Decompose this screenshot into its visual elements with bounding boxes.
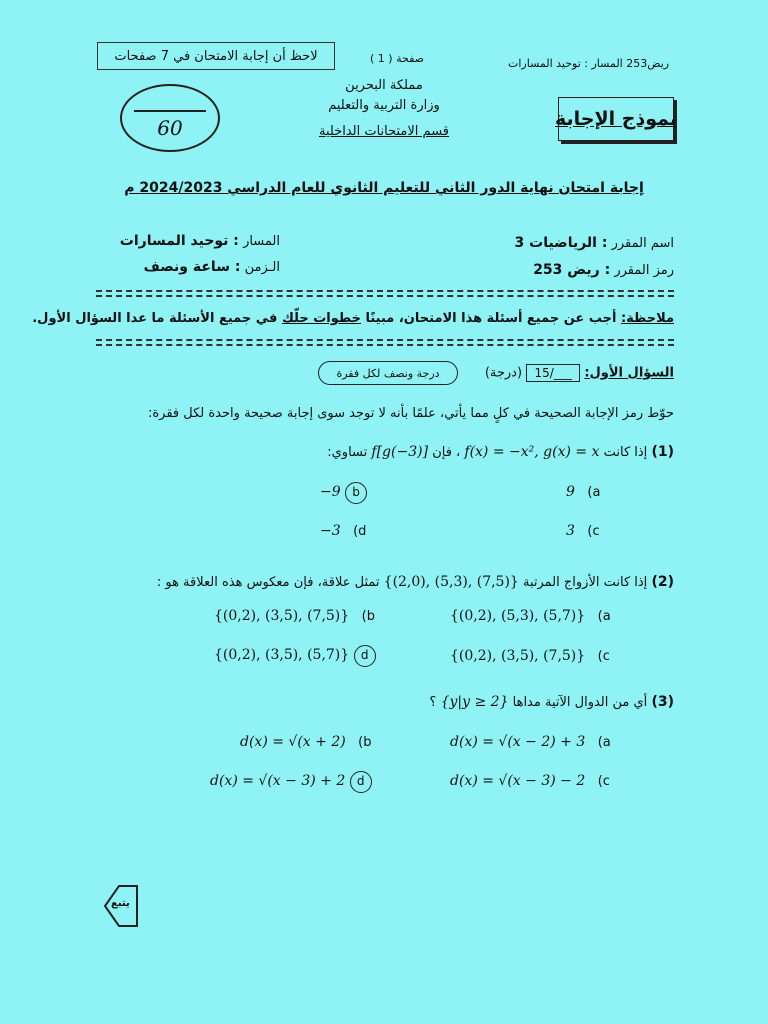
pages-notice-text: لاحظ أن إجابة الامتحان في 7 صفحات	[114, 48, 318, 64]
item-2-stem	[140, 574, 674, 590]
model-answer-label: نموذج الإجابة	[555, 108, 677, 130]
item-1-suffix: تساوي:	[327, 445, 368, 460]
divider-mid	[96, 339, 674, 341]
pages-notice-box	[97, 42, 335, 70]
exam-title: إجابة امتحان نهاية الدور الثاني للتعليم الثانوي للعام الدراسي 2024/2023 م	[124, 180, 644, 196]
item-2-option-c-label: (c	[597, 649, 610, 664]
item-1-option-d-value: −3	[320, 523, 341, 539]
item-3-option-a[interactable]	[450, 734, 611, 750]
item-1-option-a[interactable]	[566, 484, 600, 500]
score-total: 60	[157, 116, 183, 140]
item-2-option-a-label: (a	[597, 609, 611, 624]
item-3-stem	[380, 694, 674, 710]
item-1-option-c-label: (c	[587, 524, 600, 539]
time-label: الـزمن	[244, 260, 280, 275]
item-2-option-b[interactable]	[214, 608, 375, 624]
course-code-row	[520, 262, 674, 278]
note-label: ملاحظة:	[620, 311, 674, 326]
score-circle	[120, 84, 220, 152]
item-2-option-c-value: {(0,2), (3,5), (7,5)}	[450, 648, 586, 664]
item-3-suffix: ؟	[429, 695, 437, 710]
item-2-prefix: إذا كانت الأزواج المرتبة	[522, 575, 648, 590]
item-1-prefix: إذا كانت	[603, 445, 648, 460]
item-2-option-d-value: {(0,2), (3,5), (5,7)}	[214, 647, 350, 663]
item-1-mid: ، فإن	[432, 445, 461, 460]
item-1-option-d[interactable]	[320, 523, 366, 539]
item-2-option-a[interactable]	[450, 608, 611, 624]
item-2-option-b-label: (b	[361, 609, 375, 624]
item-2-option-d[interactable]	[214, 645, 376, 667]
question-1-instruction: حوّط رمز الإجابة الصحيحة في كلٍ مما يأتي، علمًا بأنه لا توجد سوى إجابة صحيحة واحدة لكل فقرة:	[147, 406, 674, 421]
item-2-suffix: تمثل علاقة، فإن معكوس هذه العلاقة هو :	[156, 575, 380, 590]
track-row	[110, 233, 280, 249]
track-value: : توحيد المسارات	[119, 233, 239, 249]
divider-mid-2	[96, 344, 674, 346]
item-3-option-c-value: d(x) = √(x − 3) − 2	[450, 773, 586, 789]
item-1-math2: f[g(−3)]	[371, 444, 429, 460]
question-1-degree: (درجة)	[484, 365, 523, 381]
item-1-option-b-value: −9	[320, 484, 341, 500]
item-1-number: (1)	[651, 444, 674, 460]
item-3-prefix: أي من الدوال الآتية مداها	[512, 695, 648, 710]
question-1-mark-box[interactable]: 15/___	[526, 364, 580, 382]
track-label: المسار	[243, 234, 280, 249]
item-1-option-d-label: (d	[353, 524, 367, 539]
item-3-option-a-label: (a	[597, 735, 611, 750]
item-1-option-c[interactable]	[566, 523, 600, 539]
note-emphasis: خطوات حلّك	[281, 311, 361, 326]
course-code-label: رمز المقرر	[614, 263, 674, 278]
department-name: قسم الامتحانات الداخلية	[318, 124, 450, 139]
course-name-row	[514, 235, 674, 251]
kingdom-name: مملكة البحرين	[345, 78, 423, 93]
course-code-value: : ريض 253	[533, 262, 611, 278]
note	[32, 311, 674, 326]
item-3-math1: {y|y ≥ 2}	[440, 694, 509, 710]
item-3-option-b-value: d(x) = √(x + 2)	[240, 734, 346, 750]
divider-top	[96, 290, 674, 292]
time-value: : ساعة ونصف	[143, 259, 241, 275]
item-3-option-d[interactable]	[210, 771, 372, 793]
item-1-stem	[230, 444, 674, 460]
item-2-option-d-circled-label: d	[354, 645, 376, 667]
page-number: صفحة ( 1 )	[370, 52, 424, 65]
item-1-option-b[interactable]	[320, 482, 367, 504]
item-3-number: (3)	[651, 694, 674, 710]
item-3-option-c[interactable]	[450, 773, 610, 789]
item-1-math1: f(x) = −x², g(x) = x	[464, 444, 600, 460]
item-2-number: (2)	[651, 574, 674, 590]
item-2-math1: {(2,0), (5,3), (7,5)}	[383, 574, 519, 590]
item-3-option-a-value: d(x) = √(x − 2) + 3	[450, 734, 586, 750]
item-3-option-b[interactable]	[240, 734, 371, 750]
time-row	[110, 259, 280, 275]
item-3-option-d-value: d(x) = √(x − 3) + 2	[210, 773, 346, 789]
item-3-option-b-label: (b	[358, 735, 372, 750]
note-text-2: في جميع الأسئلة ما عدا السؤال الأول.	[32, 311, 282, 326]
points-cloud-note	[318, 361, 458, 385]
course-name-value: : الرياضيات 3	[514, 235, 608, 251]
course-name-label: اسم المقرر	[611, 236, 674, 251]
course-track-header: ريض253 المسار : توحيد المسارات	[508, 57, 670, 70]
item-1-option-a-value: 9	[566, 484, 575, 500]
continue-label: يتبع	[111, 898, 130, 909]
ministry-name: وزارة التربية والتعليم	[328, 98, 440, 113]
item-3-option-d-circled-label: d	[350, 771, 372, 793]
item-2-option-a-value: {(0,2), (5,3), (5,7)}	[450, 608, 586, 624]
model-answer-box	[555, 97, 677, 141]
item-1-option-c-value: 3	[566, 523, 575, 539]
continue-arrow[interactable]	[103, 884, 139, 928]
note-text-1: أجب عن جميع أسئلة هذا الامتحان، مبينًا	[360, 311, 621, 326]
question-1-label: السؤال الأول:	[584, 365, 674, 381]
item-2-option-b-value: {(0,2), (3,5), (7,5)}	[214, 608, 350, 624]
item-1-option-a-label: (a	[587, 485, 601, 500]
item-2-option-c[interactable]	[450, 648, 610, 664]
item-3-option-c-label: (c	[597, 774, 610, 789]
divider-top-2	[96, 295, 674, 297]
points-cloud-text: درجة ونصف لكل فقرة	[336, 366, 440, 380]
score-divider	[134, 110, 206, 112]
item-1-option-b-circled-label: b	[345, 482, 367, 504]
question-1-header	[484, 364, 674, 382]
